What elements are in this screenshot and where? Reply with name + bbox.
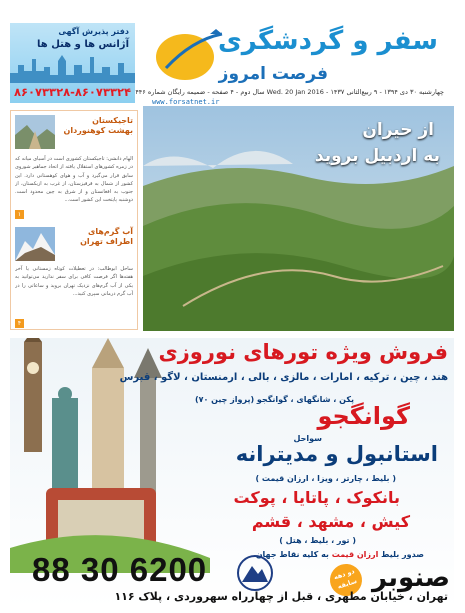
ad-countries: هند ، چین ، ترکیه ، امارات ، مالزی ، بالی ، ارمنستان ، لاگو ، قبرس	[119, 372, 448, 383]
ad-title: فروش ویژه تورهای نوروزی	[158, 340, 448, 364]
ad-istanbul-note: ( بلیط ، چارتر ، ویزا ، ارزان قیمت )	[255, 474, 396, 483]
ad-bangkok: بانکوک ، پاتایا ، پوکت	[233, 488, 400, 507]
ad-istanbul-label: سواحل	[293, 434, 322, 443]
ad-china-price: (پرواز چین ۷۰)	[194, 395, 255, 404]
ad-phone[interactable]: 88 30 6200	[32, 551, 208, 588]
ad-kish-note: ( تور ، بلیط ، هتل )	[279, 536, 356, 545]
masthead-title: سفر و گردشگری	[217, 26, 438, 56]
tajikistan-thumbnail	[15, 115, 55, 149]
side-article-hotsprings[interactable]	[11, 223, 137, 331]
ad-brand: صنوبر	[372, 563, 450, 593]
ad-ticket-prefix: صدور بلیط	[381, 550, 424, 559]
website-url[interactable]: www.forsatnet.ir	[152, 98, 220, 106]
issue-meta: چهارشنبه ۳۰ دی ۱۳۹۴ - ۹ ربیع‌الثانی ۱۴۳۷ - Wed. 20 Jan 2016 سال دوم - ۴ صفحه - ضمیمه رایگان شماره ۴۴۶	[135, 88, 444, 96]
side-article-title: آب گرم‌های	[88, 227, 133, 236]
side-article-tajikistan[interactable]	[11, 111, 137, 221]
side-article-subtitle: بهشت کوهنوردان	[63, 126, 133, 135]
mountain-logo-icon	[236, 554, 274, 592]
side-article-page-number: ۱	[15, 210, 24, 219]
ardabil-photo[interactable]	[143, 106, 454, 331]
photo-headline-line1: از حیران	[362, 120, 434, 140]
agency-ad-title: آژانس ها و هتل ها	[37, 39, 129, 50]
agency-ad-phones: ۸۶۰۷۳۳۲۸-۸۶۰۷۳۳۲۴	[13, 85, 132, 99]
mountain-thumbnail	[15, 227, 55, 261]
agency-ad-small-label: دفتر پذیرش آگهی	[58, 27, 129, 36]
ad-guangzhou: گوانگجو	[317, 402, 410, 430]
ad-ticket-suffix: به کلیه نقاط جهان	[255, 550, 329, 559]
side-article-text: الهام دانشی: تاجیکستان کشوری است در آسیای میانه که در زمره کشورهای استقلال یافته از اتحاد جماهیر شوروی سابق قرار می‌گیرد و آب و هوای کوهستانی دارد. این کشور از شمال به قرقیزستان، از غرب به ازبکستان، از جنوب به افغانستان و از شرق به چین محدود است. دوشنبه پایتخت این کشور است...	[15, 156, 133, 204]
side-article-subtitle: اطراف تهران	[80, 237, 133, 246]
side-article-text: ساحل ابوطالب: در تعطیلات کوتاه زمستانی یا آخر هفته‌ها اگر فرصت کافی برای سفر ندارید می‌توانید به یکی از آب گرم‌های نزدیک تهران بروید و ساعاتی را در آب گرم درمانی سپری کنید...	[15, 266, 133, 297]
ad-istanbul: استانبول و مدیترانه	[235, 442, 438, 466]
photo-headline-line2: به اردبیل بروید	[314, 146, 440, 166]
experience-badge: دو دهه سابقه	[326, 560, 366, 600]
ad-ticket-cheap: ارزان قیمت	[331, 550, 379, 559]
ad-ticket-line	[256, 550, 424, 559]
side-column	[10, 110, 138, 330]
masthead	[135, 20, 448, 106]
side-article-title: تاجیکستان	[92, 116, 133, 125]
masthead-subtitle: فرصت امروز	[218, 64, 328, 84]
ad-china-label: پکن ، شانگهای ، گوانگجو	[256, 395, 354, 404]
ad-address: تهران ، خیابان مطهری ، قبل از چهارراه سهروردی ، پلاک ۱۱۶	[114, 590, 448, 603]
ad-kish: کیش ، مشهد ، قشم	[251, 512, 410, 531]
nowruz-tour-ad[interactable]	[10, 338, 454, 608]
city-skyline-icon	[10, 53, 135, 83]
agency-ad[interactable]	[10, 23, 135, 103]
side-article-page-number: ۴	[15, 319, 24, 328]
